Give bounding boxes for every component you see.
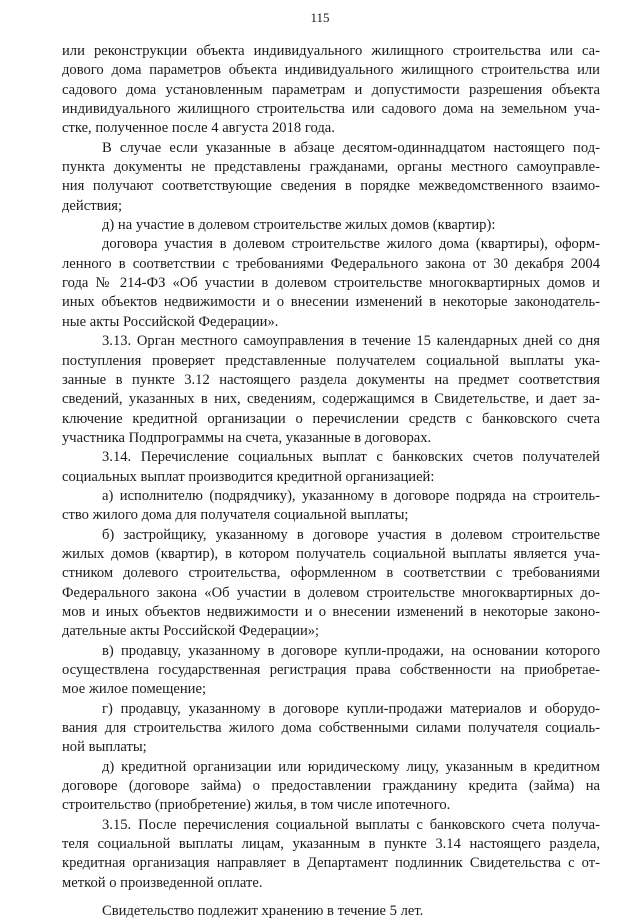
text-line: жилых домов (квартир), в котором получатель социальной выплаты является уча-	[62, 545, 600, 562]
text-line: В случае если указанные в абзаце десятом-одиннадцатом настоящего под-	[102, 139, 600, 156]
text-line: стником долевого строительства, оформленном в соответствии с требованиями	[62, 565, 600, 582]
text-line: д) кредитной организации или юридическому лицу, указанным в кредитном	[102, 758, 600, 775]
text-line: стке, полученное после 4 августа 2018 года.	[62, 120, 335, 137]
text-line: договора участия в долевом строительстве жилого дома (квартиры), оформ-	[102, 236, 600, 253]
text-line: индивидуального жилищного строительства или садового дома на земельном уча-	[62, 101, 600, 118]
text-line: или реконструкции объекта индивидуального жилищного строительства или са-	[62, 43, 600, 59]
text-line: 3.15. После перечисления социальной выплаты с банковского счета получа-	[102, 816, 600, 833]
text-line: дового дома параметров объекта индивидуального жилищного строительства или	[62, 62, 600, 79]
document-body	[62, 42, 600, 921]
text-line: теля социальной выплаты лицам, указанным в пункте 3.14 настоящего раздела,	[62, 836, 600, 853]
text-line: мое жилое помещение;	[62, 681, 207, 698]
text-line: б) застройщику, указанному в договоре участия в долевом строительстве	[102, 526, 600, 543]
text-line: поступления проверяет представленные получателем социальной выплаты ука-	[62, 352, 600, 369]
text-line: года № 214-ФЗ «Об участии в долевом строительстве многоквартирных домов и	[62, 275, 600, 292]
text-line: пункта документы не представлены гражданами, органы местного самоуправле-	[62, 159, 600, 176]
page-number: 115	[310, 10, 330, 25]
text-line: дательные акты Российской Федерации»;	[62, 623, 320, 640]
text-line: ключение кредитной организации о перечислении средств с банковского счета	[62, 410, 600, 427]
text-line: кредитная организация направляет в Департамент подлинник Свидетельства с от-	[62, 855, 600, 872]
text-line: а) исполнителю (подрядчику), указанному в договоре подряда на строитель-	[102, 487, 600, 504]
text-line: в) продавцу, указанному в договоре купли-продажи, на основании которого	[102, 642, 600, 659]
text-line: действия;	[62, 197, 123, 214]
text-line: 3.14. Перечисление социальных выплат с банковских счетов получателей	[102, 449, 600, 466]
text-line: садового дома установленным параметрам и допустимости разрешения объекта	[62, 81, 600, 98]
text-line: ния получают соответствующие сведения в порядке межведомственного взаимо-	[62, 178, 600, 195]
text-line: вания для строительства жилого дома собственными силами получателя социаль-	[62, 720, 600, 737]
text-line: мов и иных объектов недвижимости и о внесении изменений в некоторые законо-	[62, 603, 600, 620]
text-line: социальных выплат производится кредитной организацией:	[62, 468, 435, 485]
text-line: строительство (приобретение) жилья, в том числе ипотечного.	[62, 797, 451, 814]
text-line: участника Подпрограммы на счета, указанные в договорах.	[62, 429, 432, 446]
text-line: осуществлена государственная регистрация права собственности на приобретае-	[62, 662, 600, 678]
text-line: занные в пункте 3.12 настоящего раздела документы на предмет соответствия	[62, 371, 600, 388]
text-line: г) продавцу, указанному в договоре купли-продажи материалов и оборудо-	[102, 700, 600, 717]
text-line: ленного в соответствии с требованиями Федерального закона от 30 декабря 2004	[62, 255, 600, 272]
text-line: д) на участие в долевом строительстве жилых домов (квартир):	[102, 217, 496, 234]
text-line: ной выплаты;	[62, 739, 147, 756]
text-line: ство жилого дома для получателя социальной выплаты;	[62, 507, 409, 524]
text-line: 3.13. Орган местного самоуправления в течение 15 календарных дней со дня	[102, 333, 600, 350]
text-line: меткой о произведенной оплате.	[62, 874, 263, 891]
text-line: иных объектов недвижимости и о внесении изменений в некоторые законодатель-	[62, 294, 600, 311]
text-line: Свидетельство подлежит хранению в течение 5 лет.	[102, 903, 424, 920]
text-line: Федерального закона «Об участии в долевом строительстве многоквартирных до-	[62, 584, 600, 601]
text-line: ные акты Российской Федерации».	[62, 313, 279, 330]
text-line: сведений, указанных в них, сведениям, содержащимся в Свидетельстве, и дает за-	[62, 391, 600, 408]
text-line: договоре (договоре займа) о предоставлении гражданину кредита (займа) на	[62, 778, 600, 795]
